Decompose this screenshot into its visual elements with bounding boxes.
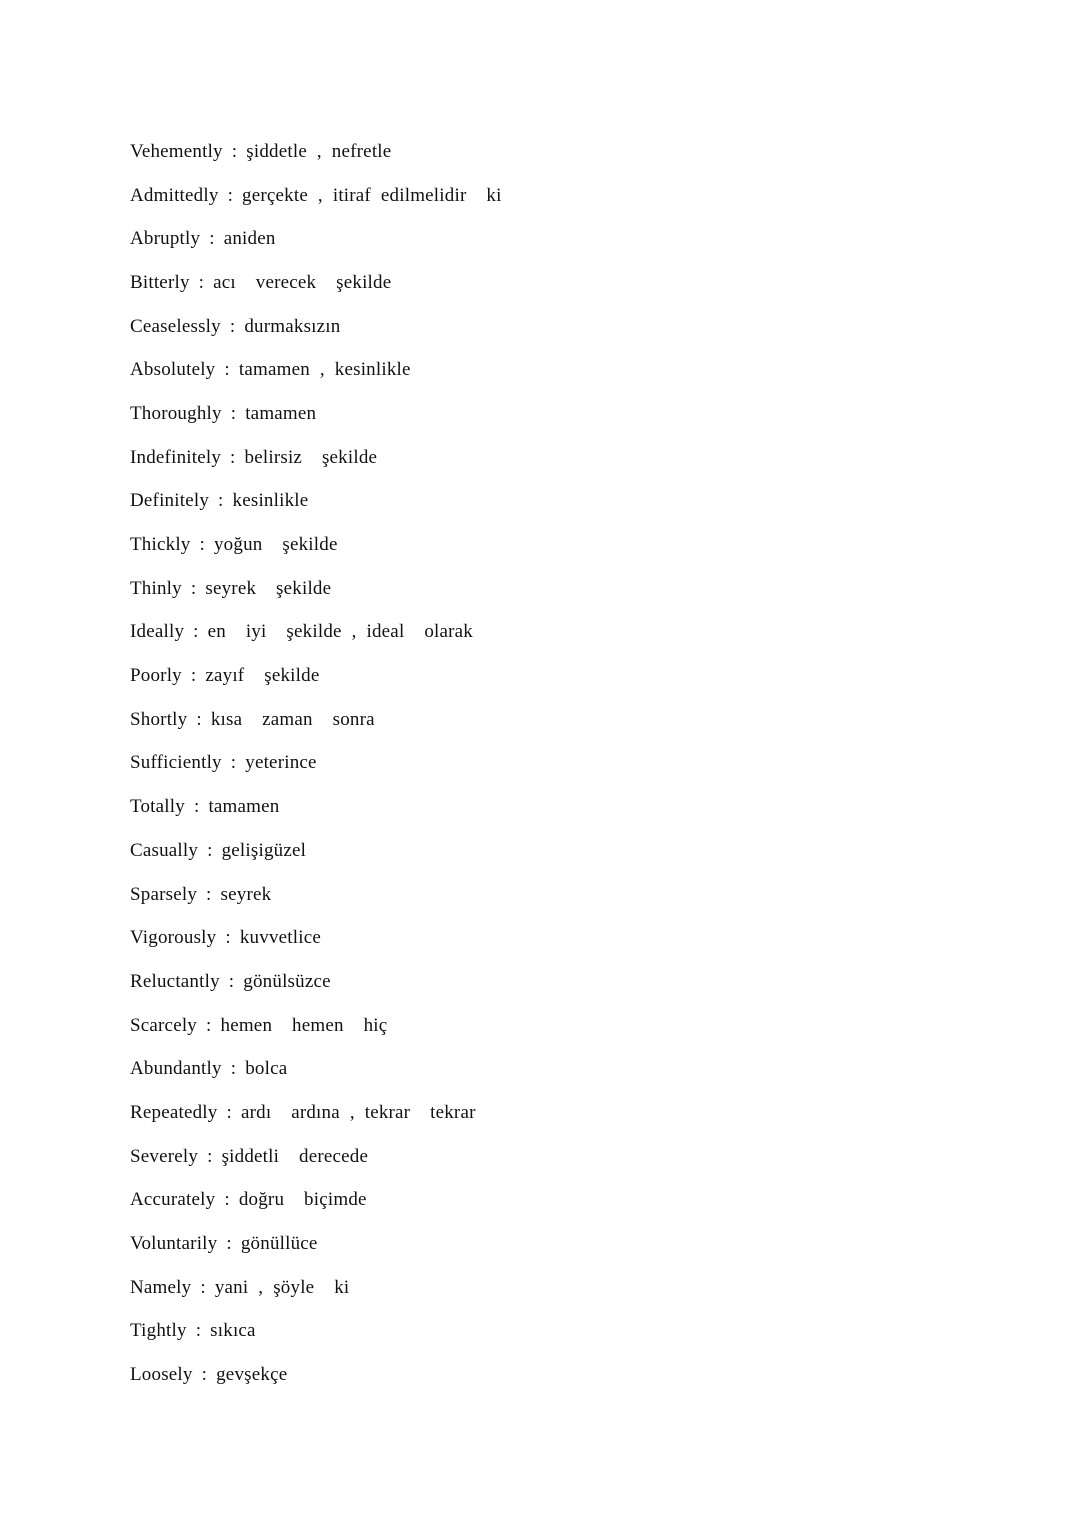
turkish-translation: acı verecek şekilde (213, 271, 392, 293)
turkish-translation: gerçekte , itiraf edilmelidir ki (242, 184, 502, 206)
list-item (130, 1266, 1000, 1310)
list-item (130, 611, 1000, 655)
colon-separator: : (224, 359, 230, 381)
turkish-translation: gelişigüzel (221, 839, 307, 861)
turkish-translation: durmaksızın (244, 315, 341, 337)
word-list (130, 130, 1000, 1397)
list-item (130, 436, 1000, 480)
english-word: Scarcely (130, 1014, 198, 1036)
colon-separator: : (193, 621, 199, 643)
turkish-translation: yeterince (245, 752, 317, 774)
english-word: Sufficiently (130, 752, 222, 774)
english-word: Ideally (130, 621, 185, 643)
colon-separator: : (224, 1189, 230, 1211)
turkish-translation: zayıf şekilde (205, 665, 320, 687)
english-word: Loosely (130, 1364, 193, 1386)
colon-separator: : (196, 708, 202, 730)
english-word: Namely (130, 1276, 192, 1298)
list-item (130, 960, 1000, 1004)
english-word: Reluctantly (130, 970, 220, 992)
english-word: Tightly (130, 1320, 187, 1342)
colon-separator: : (198, 271, 205, 293)
turkish-translation: kesinlikle (232, 490, 309, 512)
english-word: Thinly (130, 577, 182, 599)
english-word: Shortly (130, 708, 188, 730)
colon-separator: : (226, 1233, 232, 1255)
list-item (130, 698, 1000, 742)
list-item (130, 130, 1000, 174)
english-word: Thoroughly (130, 402, 222, 424)
english-word: Vehemently (130, 140, 223, 162)
colon-separator: : (195, 1320, 202, 1342)
english-word: Thickly (130, 534, 191, 556)
english-word: Casually (130, 839, 199, 861)
turkish-translation: yani , şöyle ki (214, 1276, 350, 1298)
english-word: Accurately (130, 1189, 216, 1211)
list-item (130, 523, 1000, 567)
list-item (130, 873, 1000, 917)
list-item (130, 217, 1000, 261)
turkish-translation: belirsiz şekilde (244, 446, 378, 468)
turkish-translation: şiddetle , nefretle (246, 140, 392, 162)
colon-separator: : (228, 970, 235, 992)
turkish-translation: seyrek (220, 883, 272, 905)
colon-separator: : (230, 446, 236, 468)
list-item (130, 174, 1000, 218)
colon-separator: : (207, 1145, 213, 1167)
english-word: Abruptly (130, 228, 201, 250)
list-item (130, 1004, 1000, 1048)
colon-separator: : (190, 665, 197, 687)
turkish-translation: seyrek şekilde (205, 577, 332, 599)
english-word: Sparsely (130, 883, 198, 905)
turkish-translation: sıkıca (210, 1320, 256, 1342)
colon-separator: : (218, 490, 224, 512)
english-word: Absolutely (130, 359, 216, 381)
turkish-translation: en iyi şekilde , ideal olarak (207, 621, 473, 643)
colon-separator: : (226, 1101, 232, 1123)
colon-separator: : (190, 577, 197, 599)
colon-separator: : (231, 140, 238, 162)
list-item (130, 480, 1000, 524)
english-word: Severely (130, 1145, 199, 1167)
colon-separator: : (193, 796, 200, 818)
english-word: Repeatedly (130, 1101, 218, 1123)
english-word: Bitterly (130, 271, 190, 293)
turkish-translation: yoğun şekilde (213, 534, 338, 556)
turkish-translation: aniden (223, 228, 276, 250)
turkish-translation: gönülsüzce (243, 970, 331, 992)
list-item (130, 742, 1000, 786)
turkish-translation: doğru biçimde (238, 1189, 367, 1211)
english-word: Admittedly (130, 184, 219, 206)
english-word: Definitely (130, 490, 210, 512)
english-word: Poorly (130, 665, 182, 687)
turkish-translation: tamamen , kesinlikle (238, 359, 411, 381)
turkish-translation: gönüllüce (240, 1233, 318, 1255)
list-item (130, 1047, 1000, 1091)
list-item (130, 829, 1000, 873)
english-word: Voluntarily (130, 1233, 218, 1255)
colon-separator: : (199, 534, 205, 556)
list-item (130, 1179, 1000, 1223)
list-item (130, 348, 1000, 392)
list-item (130, 1222, 1000, 1266)
colon-separator: : (201, 1364, 208, 1386)
colon-separator: : (206, 883, 212, 905)
turkish-translation: tamamen (208, 796, 280, 818)
english-word: Ceaselessly (130, 315, 221, 337)
colon-separator: : (229, 315, 236, 337)
colon-separator: : (200, 1276, 206, 1298)
turkish-translation: kısa zaman sonra (210, 708, 375, 730)
list-item (130, 654, 1000, 698)
turkish-translation: bolca (245, 1058, 288, 1080)
list-item (130, 392, 1000, 436)
colon-separator: : (227, 184, 234, 206)
list-item (130, 261, 1000, 305)
turkish-translation: tamamen (245, 402, 317, 424)
colon-separator: : (225, 927, 231, 949)
list-item (130, 1091, 1000, 1135)
list-item (130, 567, 1000, 611)
colon-separator: : (230, 752, 237, 774)
list-item (130, 305, 1000, 349)
list-item (130, 785, 1000, 829)
colon-separator: : (207, 839, 213, 861)
english-word: Abundantly (130, 1058, 222, 1080)
colon-separator: : (230, 402, 237, 424)
turkish-translation: ardı ardına , tekrar tekrar (240, 1101, 476, 1123)
colon-separator: : (230, 1058, 237, 1080)
english-word: Indefinitely (130, 446, 222, 468)
list-item (130, 1310, 1000, 1354)
turkish-translation: gevşekçe (216, 1364, 288, 1386)
list-item (130, 1135, 1000, 1179)
colon-separator: : (209, 228, 215, 250)
colon-separator: : (206, 1014, 212, 1036)
list-item (130, 916, 1000, 960)
english-word: Vigorously (130, 927, 217, 949)
english-word: Totally (130, 796, 185, 818)
turkish-translation: hemen hemen hiç (220, 1014, 388, 1036)
turkish-translation: şiddetli derecede (221, 1145, 369, 1167)
turkish-translation: kuvvetlice (239, 927, 321, 949)
list-item (130, 1353, 1000, 1397)
